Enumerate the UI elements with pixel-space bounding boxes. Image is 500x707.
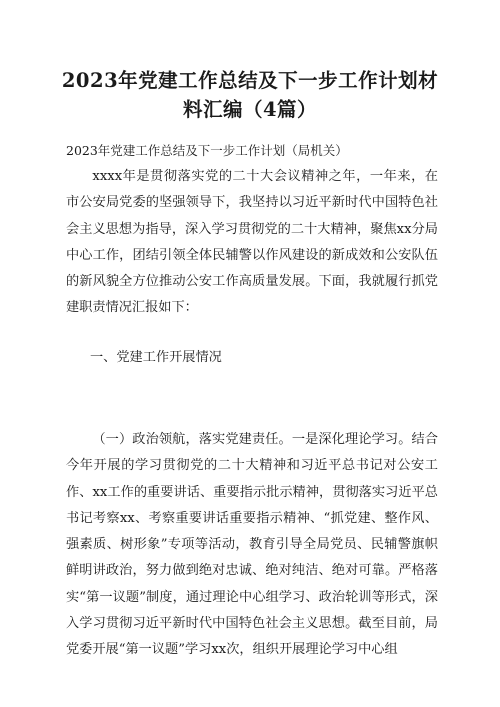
intro-paragraph: xxxx年是贯彻落实党的二十大会议精神之年，一年来，在市公安局党委的坚强领导下，我坚持以习近平新时代中国特色社会主义思想为指导，深入学习贯彻党的二十大精神，聚焦xx分局中心工作，团结引领全体民辅警以作风建设的新成效和公安队伍的新风貌全方位推动公安工作高质量发展。下面，我就履行抓党建职责情况汇报如下： [66, 169, 438, 316]
body-paragraph: （一）政治领航，落实党建责任。一是深化理论学习。结合今年开展的学习贯彻党的二十大精神和习近平总书记对公安工作、xx工作的重要讲话、重要指示批示精神，贯彻落实习近平总书记考察xx、考察重要讲话重要指示精神、“抓党建、整作风、强素质、树形象”专项等活动，教育引导全局党员、民辅警旗帜鲜明讲政治，努力做到绝对忠诚、绝对纯洁、绝对可靠。严格落实“第一议题”制度，通过理论中心组学习、政治轮训等形式，深入学习贯彻习近平新时代中国特色社会主义思想。截至目前，局党委开展“第一议题”学习xx次，组织开展理论学习中心组 [66, 432, 438, 658]
document-title: 2023年党建工作总结及下一步工作计划材料汇编（4篇） [61, 69, 439, 121]
document-subtitle: 2023年党建工作总结及下一步工作计划（局机关） [66, 143, 348, 158]
section-heading: 一、党建工作开展情况 [90, 350, 222, 365]
